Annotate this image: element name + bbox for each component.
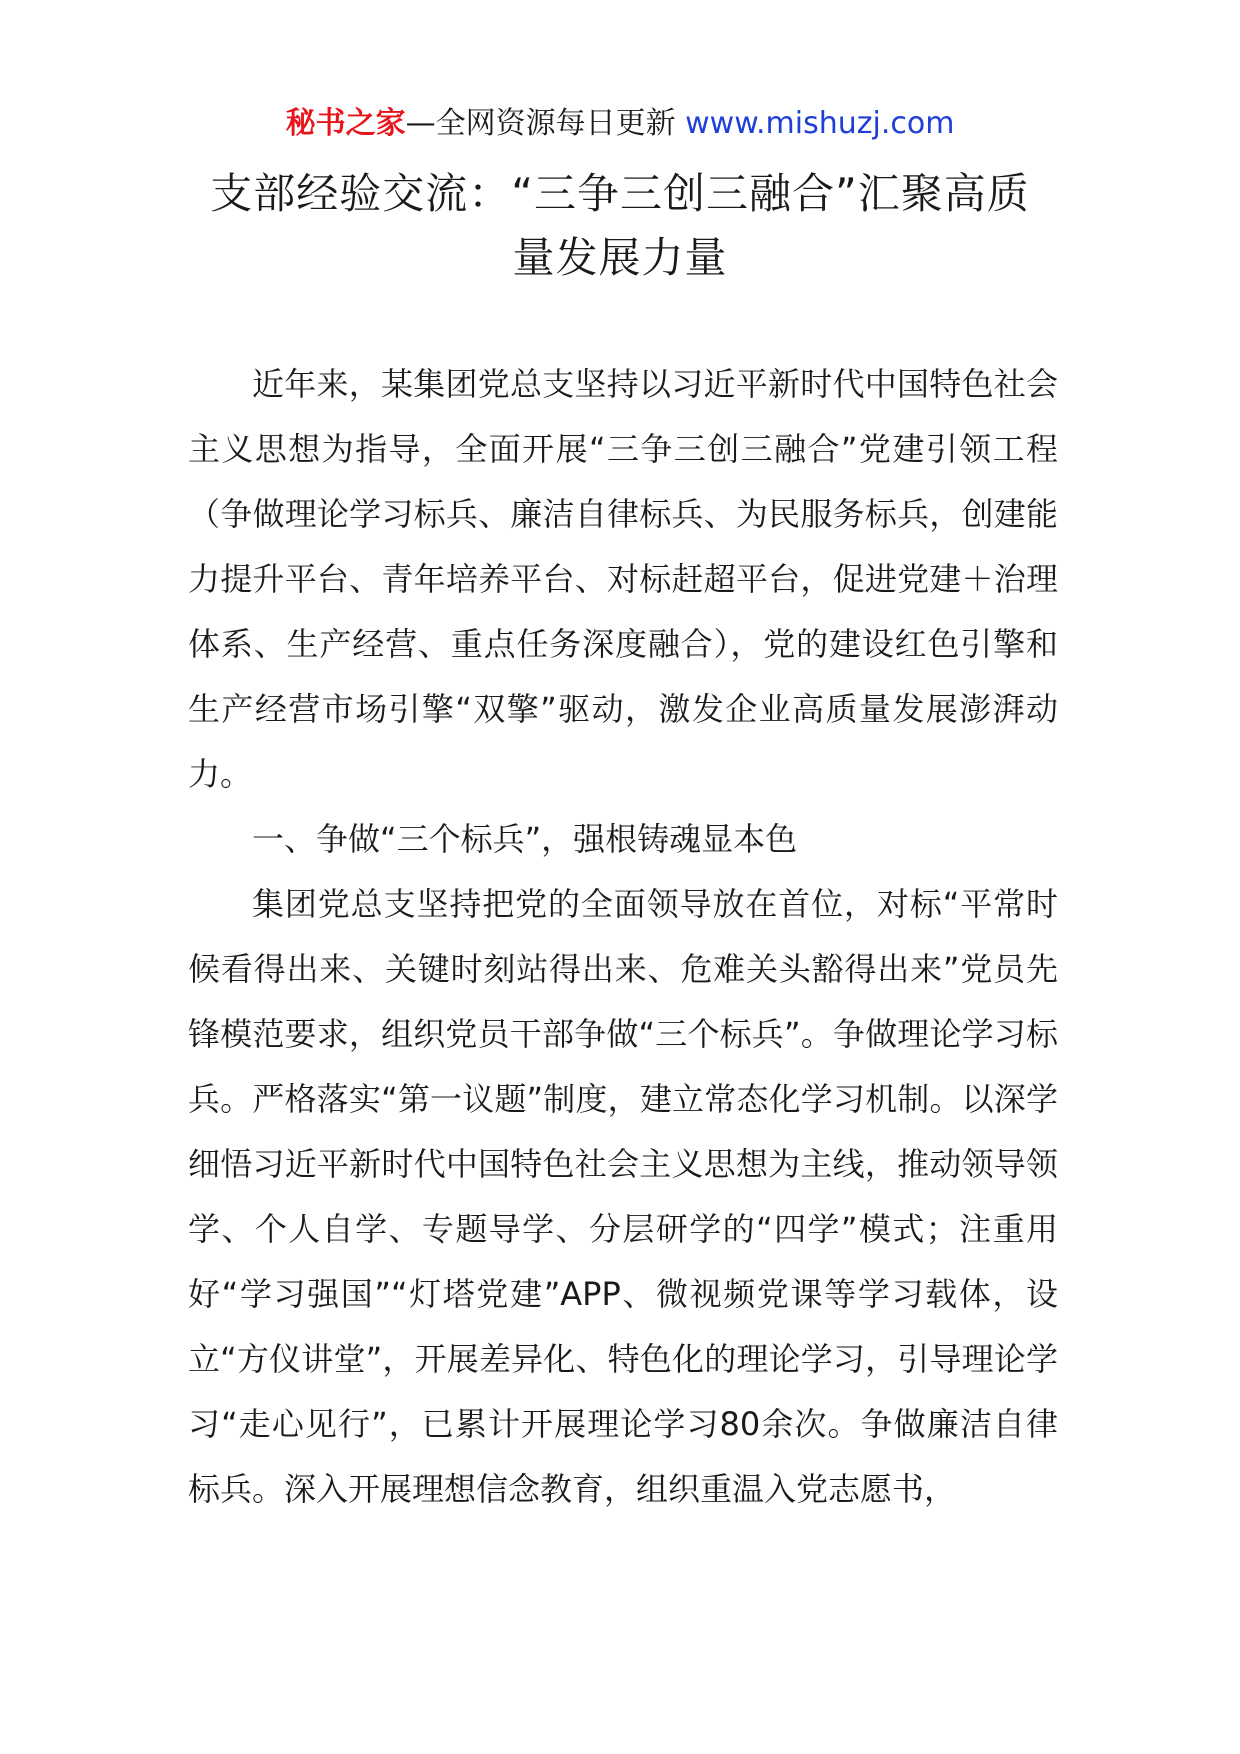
site-header <box>0 102 1240 146</box>
document-body <box>188 352 1058 1522</box>
section-heading-1: 一、争做“三个标兵”，强根铸魂显本色 <box>252 820 798 858</box>
document-title <box>150 162 1090 290</box>
intro-paragraph: 近年来，某集团党总支坚持以习近平新时代中国特色社会主义思想为指导，全面开展“三争三创三融合”党建引领工程（争做理论学习标兵、廉洁自律标兵、为民服务标兵，创建能力提升平台、青年培养平台、对标赶超平台，促进党建＋治理体系、生产经营、重点任务深度融合），党的建设红色引擎和生产经营市场引擎“双擎”驱动，激发企业高质量发展澎湃动力。 <box>188 365 1058 793</box>
header-slogan: —全网资源每日更新 <box>405 106 686 141</box>
section-1-paragraph: 集团党总支坚持把党的全面领导放在首位，对标“平常时候看得出来、关键时刻站得出来、危难关头豁得出来”党员先锋模范要求，组织党员干部争做“三个标兵”。争做理论学习标兵。严格落实“第一议题”制度，建立常态化学习机制。以深学细悟习近平新时代中国特色社会主义思想为主线，推动领导领学、个人自学、专题导学、分层研学的“四学”模式；注重用好“学习强国”“灯塔党建”APP、微视频党课等学习载体，设立“方仪讲堂”，开展差异化、特色化的理论学习，引导理论学习“走心见行”，已累计开展理论学习80余次。争做廉洁自律标兵。深入开展理想信念教育，组织重温入党志愿书， <box>188 885 1058 1508</box>
title-line-2: 量发展力量 <box>512 233 728 282</box>
header-url-link[interactable]: www.mishuzj.com <box>685 106 955 141</box>
title-line-1: 支部经验交流：“三争三创三融合”汇聚高质 <box>210 169 1030 218</box>
brand-name: 秘书之家 <box>285 106 406 141</box>
